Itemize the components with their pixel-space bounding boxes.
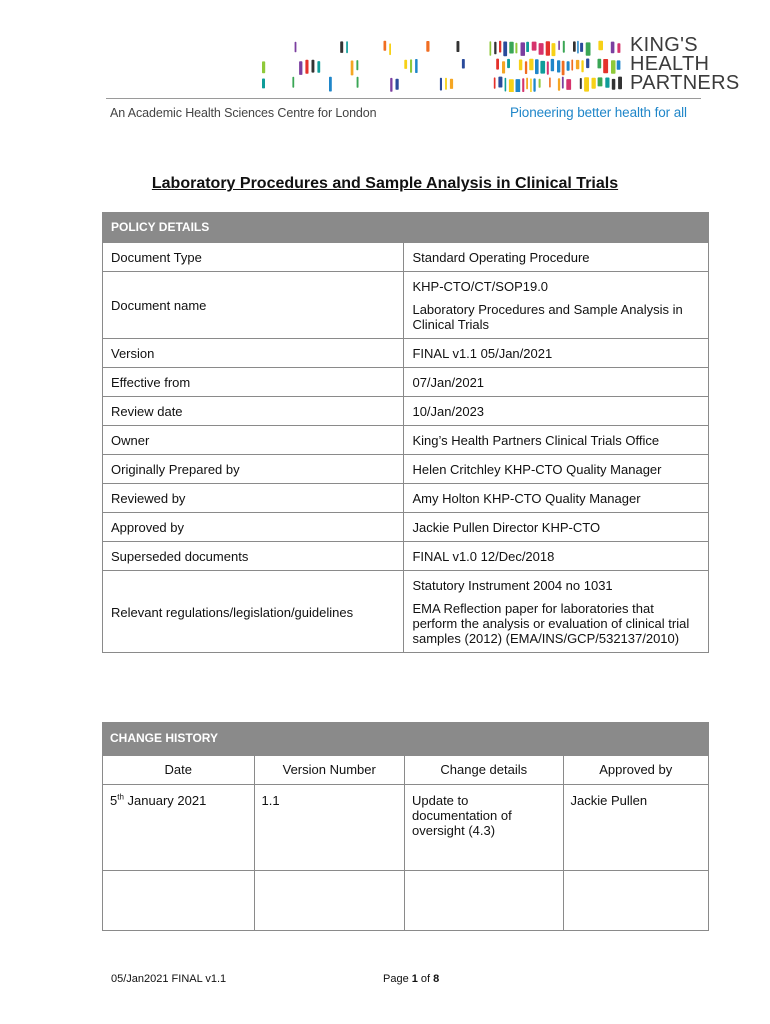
logo-brush-stroke bbox=[426, 41, 429, 52]
policy-row-value bbox=[404, 243, 709, 272]
column-header-change-details: Change details bbox=[404, 756, 563, 785]
logo-brush-stroke bbox=[558, 41, 560, 51]
policy-row-label: Relevant regulations/legislation/guidelines bbox=[103, 571, 404, 653]
logo-brush-stroke bbox=[577, 41, 579, 54]
tagline-right: Pioneering better health for all bbox=[510, 105, 687, 120]
policy-row-label: Superseded documents bbox=[103, 542, 404, 571]
logo-brush-stroke bbox=[494, 77, 496, 88]
table-row bbox=[103, 455, 709, 484]
header-divider bbox=[106, 98, 701, 99]
logo-brush-stroke bbox=[440, 78, 442, 91]
policy-value-line: Standard Operating Procedure bbox=[412, 250, 590, 265]
change-history-table bbox=[102, 722, 709, 931]
logo-brush-stroke bbox=[558, 78, 560, 90]
policy-row-label: Review date bbox=[103, 397, 404, 426]
table-row bbox=[103, 397, 709, 426]
page-current: 1 bbox=[411, 973, 418, 985]
footer-page-number bbox=[383, 973, 439, 985]
logo-brush-stroke bbox=[546, 41, 550, 55]
logo-brush-stroke bbox=[503, 42, 507, 57]
table-row bbox=[103, 785, 709, 871]
policy-row-label: Effective from bbox=[103, 368, 404, 397]
logo-brush-marks bbox=[262, 36, 627, 92]
logo-brush-stroke bbox=[603, 59, 608, 73]
logo-brush-stroke bbox=[592, 78, 596, 89]
logo-brush-stroke bbox=[509, 79, 514, 92]
logo-brush-stroke bbox=[312, 60, 315, 73]
empty-cell bbox=[404, 871, 563, 931]
change-history-column-headers bbox=[103, 756, 709, 785]
table-row bbox=[103, 272, 709, 339]
logo-brush-stroke bbox=[396, 79, 399, 90]
logo-brush-stroke bbox=[576, 60, 579, 69]
logo-brush-stroke bbox=[445, 78, 447, 90]
page-of: of bbox=[417, 973, 434, 985]
table-row bbox=[103, 243, 709, 272]
logo-brush-stroke bbox=[519, 60, 522, 71]
empty-cell bbox=[103, 871, 255, 931]
logo-brush-stroke bbox=[598, 77, 603, 86]
policy-value-line: 10/Jan/2023 bbox=[412, 404, 485, 419]
logo-brush-stroke bbox=[502, 61, 505, 73]
logo-brush-stroke bbox=[410, 59, 412, 72]
logo-brush-stroke bbox=[498, 77, 502, 88]
policy-row-label: Approved by bbox=[103, 513, 404, 542]
policy-row-value bbox=[404, 426, 709, 455]
logo-brush-stroke bbox=[530, 78, 532, 92]
policy-row-value bbox=[404, 455, 709, 484]
policy-row-value bbox=[404, 272, 709, 339]
policy-value-line: FINAL v1.1 05/Jan/2021 bbox=[412, 346, 553, 361]
policy-value-line: 07/Jan/2021 bbox=[412, 375, 485, 390]
history-details-cell: Update to documentation of oversight (4.3) bbox=[404, 785, 563, 871]
logo-brush-stroke bbox=[295, 42, 297, 53]
policy-details-table bbox=[102, 212, 709, 653]
policy-value-line: Laboratory Procedures and Sample Analysis in Clinical Trials bbox=[412, 302, 683, 332]
logo-brush-stroke bbox=[549, 77, 551, 87]
policy-value-line: Statutory Instrument 2004 no 1031 bbox=[412, 578, 613, 593]
logo-brush-stroke bbox=[450, 79, 453, 89]
logo-brush-stroke bbox=[526, 42, 529, 52]
logo-brush-stroke bbox=[562, 61, 565, 76]
logo-brush-stroke bbox=[562, 77, 564, 89]
logo-brush-stroke bbox=[611, 60, 616, 73]
logo-brush-stroke bbox=[292, 77, 294, 88]
policy-value-line: Helen Critchley KHP-CTO Quality Manager bbox=[412, 462, 662, 477]
logo-brush-stroke bbox=[567, 61, 570, 70]
table-row bbox=[103, 571, 709, 653]
logo-brush-stroke bbox=[539, 43, 544, 55]
logo-brush-stroke bbox=[357, 77, 359, 88]
policy-value-line: EMA Reflection paper for laboratories that perform the analysis or evaluation of clinical trial samples (2012) (EMA/INS/GCP/532137/2010) bbox=[412, 601, 690, 646]
table-row bbox=[103, 368, 709, 397]
logo-brush-stroke bbox=[305, 60, 308, 74]
policy-details-rows bbox=[103, 243, 709, 653]
logo-brush-stroke bbox=[557, 60, 560, 72]
table-row bbox=[103, 542, 709, 571]
footer-version: 05/Jan2021 FINAL v1.1 bbox=[111, 973, 227, 985]
logo-line-health: HEALTH bbox=[630, 53, 710, 75]
logo-brush-stroke bbox=[612, 79, 616, 90]
policy-value-line: King’s Health Partners Clinical Trials Office bbox=[412, 433, 660, 448]
history-version-cell: 1.1 bbox=[254, 785, 404, 871]
logo-brush-stroke bbox=[540, 61, 545, 74]
table-row bbox=[103, 513, 709, 542]
history-date-cell bbox=[103, 785, 255, 871]
logo-brush-stroke bbox=[598, 59, 602, 69]
logo-brush-stroke bbox=[535, 59, 539, 74]
logo-brush-stroke bbox=[617, 60, 621, 69]
logo-brush-stroke bbox=[605, 78, 609, 88]
logo-brush-stroke bbox=[563, 41, 565, 53]
logo-brush-stroke bbox=[346, 41, 348, 53]
policy-row-value bbox=[404, 513, 709, 542]
logo-brush-stroke bbox=[611, 42, 615, 54]
logo-brush-stroke bbox=[351, 61, 354, 76]
logo-brush-stroke bbox=[526, 78, 528, 90]
logo-brush-stroke bbox=[618, 77, 622, 90]
logo-brush-stroke bbox=[515, 43, 517, 54]
logo-brush-stroke bbox=[533, 78, 535, 91]
policy-row-value bbox=[404, 397, 709, 426]
logo-brush-stroke bbox=[586, 42, 591, 55]
policy-row-value bbox=[404, 368, 709, 397]
logo-brush-stroke bbox=[584, 77, 589, 91]
column-header-version: Version Number bbox=[254, 756, 404, 785]
logo-brush-stroke bbox=[262, 79, 265, 89]
logo-brush-stroke bbox=[539, 79, 541, 88]
history-date-day: 5 bbox=[110, 793, 118, 808]
policy-row-value bbox=[404, 542, 709, 571]
logo-brush-stroke bbox=[499, 41, 501, 53]
empty-cell bbox=[254, 871, 404, 931]
logo-brush-stroke bbox=[580, 43, 583, 52]
logo-brush-stroke bbox=[586, 59, 589, 69]
policy-row-label: Originally Prepared by bbox=[103, 455, 404, 484]
history-approved-by-cell: Jackie Pullen bbox=[563, 785, 708, 871]
policy-row-label: Document name bbox=[103, 272, 404, 339]
logo-brush-stroke bbox=[532, 42, 537, 51]
logo-brush-stroke bbox=[581, 60, 583, 72]
logo-brush-stroke bbox=[389, 43, 391, 55]
logo-brush-stroke bbox=[551, 59, 554, 71]
logo-brush-stroke bbox=[598, 41, 603, 51]
history-date-rest: January 2021 bbox=[123, 793, 207, 808]
table-row bbox=[103, 339, 709, 368]
logo-brush-stroke bbox=[317, 61, 320, 73]
policy-row-label: Document Type bbox=[103, 243, 404, 272]
policy-value-line: Amy Holton KHP-CTO Quality Manager bbox=[412, 491, 641, 506]
policy-value-line: KHP-CTO/CT/SOP19.0 bbox=[412, 279, 549, 294]
logo-brush-stroke bbox=[580, 78, 582, 89]
policy-value-line: Jackie Pullen Director KHP-CTO bbox=[412, 520, 601, 535]
policy-row-label: Owner bbox=[103, 426, 404, 455]
logo-brush-stroke bbox=[356, 60, 358, 70]
empty-cell bbox=[563, 871, 708, 931]
logo-brush-stroke bbox=[566, 79, 571, 90]
policy-row-label: Version bbox=[103, 339, 404, 368]
table-row-empty bbox=[103, 871, 709, 931]
logo-brush-stroke bbox=[340, 41, 343, 53]
policy-row-value bbox=[404, 339, 709, 368]
logo-brush-stroke bbox=[507, 59, 510, 68]
column-header-date: Date bbox=[103, 756, 255, 785]
logo-brush-stroke bbox=[404, 60, 407, 69]
logo-brush-stroke bbox=[521, 42, 526, 56]
column-header-approved-by: Approved by bbox=[563, 756, 708, 785]
logo-brush-stroke bbox=[522, 78, 524, 92]
logo-brush-stroke bbox=[496, 59, 499, 70]
logo-brush-stroke bbox=[571, 60, 573, 71]
policy-row-value bbox=[404, 571, 709, 653]
logo-brush-stroke bbox=[529, 59, 533, 71]
logo-brush-stroke bbox=[617, 43, 620, 53]
policy-value-line: FINAL v1.0 12/Dec/2018 bbox=[412, 549, 555, 564]
change-history-header: CHANGE HISTORY bbox=[103, 723, 709, 756]
logo-brush-stroke bbox=[415, 59, 418, 73]
table-row bbox=[103, 484, 709, 513]
logo-brush-stroke bbox=[384, 41, 387, 51]
logo-brush-stroke bbox=[552, 43, 556, 56]
logo-brush-stroke bbox=[390, 78, 392, 92]
logo-brush-stroke bbox=[494, 42, 496, 55]
page-prefix: Page bbox=[383, 973, 412, 985]
policy-details-header: POLICY DETAILS bbox=[103, 213, 709, 243]
logo-brush-stroke bbox=[509, 42, 513, 54]
logo-line-partners: PARTNERS bbox=[630, 72, 740, 94]
logo-brush-stroke bbox=[490, 41, 492, 56]
logo-brush-stroke bbox=[329, 77, 332, 92]
logo-brush-stroke bbox=[516, 79, 521, 92]
tagline-left: An Academic Health Sciences Centre for London bbox=[110, 106, 377, 120]
logo-brush-stroke bbox=[547, 61, 549, 74]
table-row bbox=[103, 426, 709, 455]
logo-wordmark bbox=[630, 34, 740, 94]
history-date-suffix: th bbox=[117, 792, 124, 802]
logo-brush-stroke bbox=[505, 78, 507, 92]
logo-brush-stroke bbox=[573, 41, 576, 51]
logo-brush-stroke bbox=[525, 61, 527, 74]
document-title: Laboratory Procedures and Sample Analysis in Clinical Trials bbox=[151, 175, 619, 192]
policy-row-value bbox=[404, 484, 709, 513]
logo-brush-stroke bbox=[299, 61, 302, 75]
logo-brush-stroke bbox=[457, 41, 460, 52]
logo-brush-stroke bbox=[462, 59, 465, 69]
page-total: 8 bbox=[433, 973, 440, 985]
policy-row-label: Reviewed by bbox=[103, 484, 404, 513]
logo-line-kings: KING'S bbox=[630, 34, 698, 56]
logo-brush-stroke bbox=[262, 61, 265, 73]
